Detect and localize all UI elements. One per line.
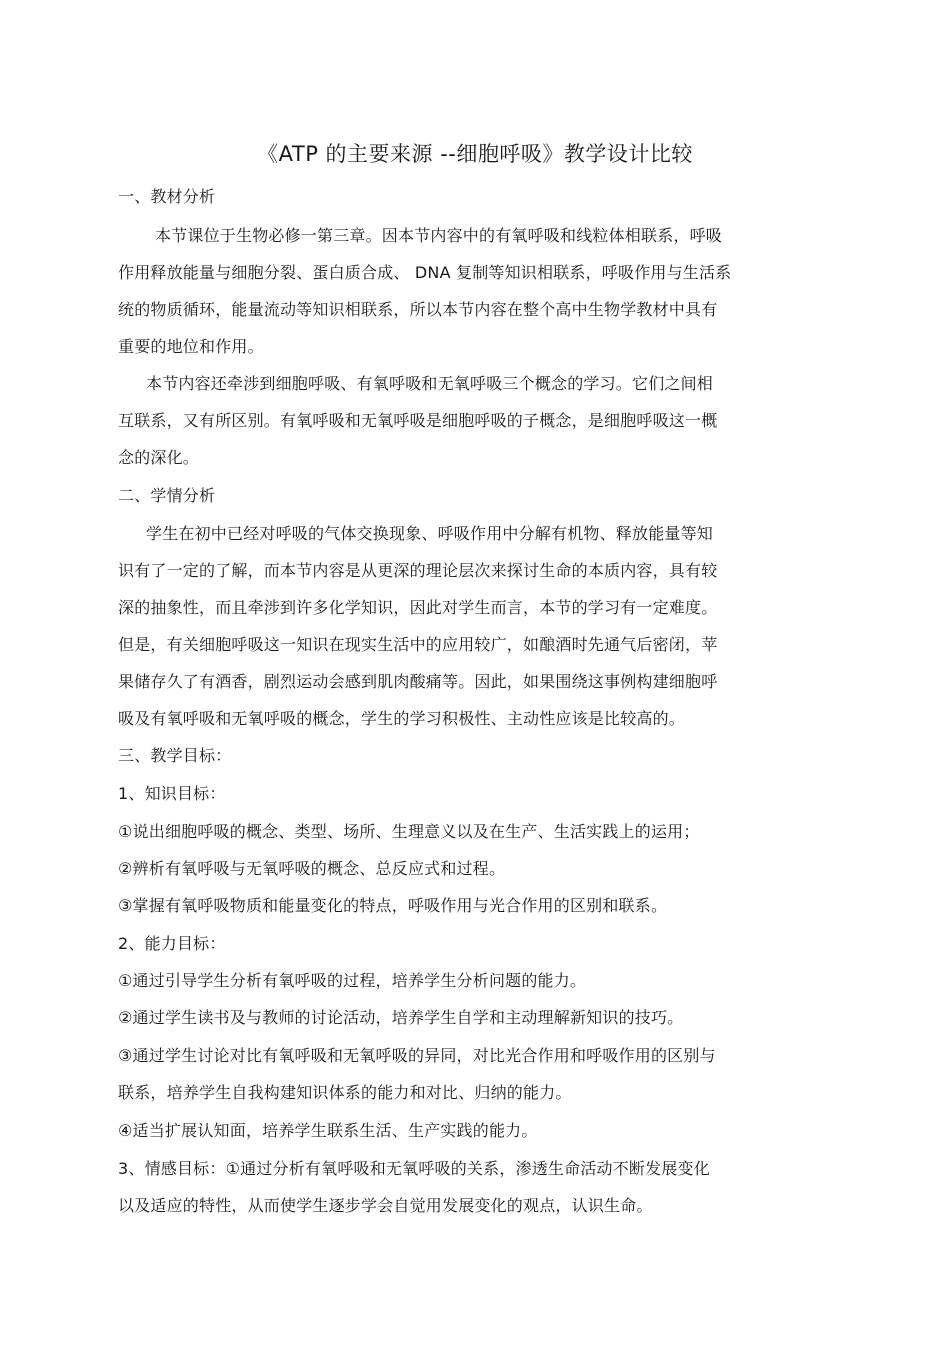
heading-teaching-goals: 三、教学目标： (118, 746, 232, 765)
list-item: ②辨析有氧呼吸与无氧呼吸的概念、总反应式和过程。 (118, 859, 506, 878)
document-title: 《ATP 的主要来源 --细胞呼吸》教学设计比较 (257, 142, 693, 166)
paragraph-line: 学生在初中已经对呼吸的气体交换现象、呼吸作用中分解有机物、释放能量等知 (146, 524, 714, 543)
list-item: ①说出细胞呼吸的概念、类型、场所、生理意义以及在生产、生活实践上的运用； (118, 822, 700, 841)
list-item: 联系，培养学生自我构建知识体系的能力和对比、归纳的能力。 (118, 1083, 572, 1102)
list-item: ②通过学生读书及与教师的讨论活动，培养学生自学和主动理解新知识的技巧。 (118, 1008, 684, 1027)
list-item: ④适当扩展认知面，培养学生联系生活、生产实践的能力。 (118, 1121, 538, 1140)
paragraph-line: 以及适应的特性，从而使学生逐步学会自觉用发展变化的观点，认识生命。 (118, 1196, 653, 1215)
paragraph-line: 深的抽象性，而且牵涉到许多化学知识，因此对学生而言，本节的学习有一定难度。 (118, 598, 718, 617)
paragraph-line: 本节内容还牵涉到细胞呼吸、有氧呼吸和无氧呼吸三个概念的学习。它们之间相 (146, 374, 714, 393)
list-item: ①通过引导学生分析有氧呼吸的过程，培养学生分析问题的能力。 (118, 971, 587, 990)
paragraph-line: 作用释放能量与细胞分裂、蛋白质合成、 DNA 复制等知识相联系，呼吸作用与生活系 (118, 263, 732, 282)
paragraph-line: 本节课位于生物必修一第三章。因本节内容中的有氧呼吸和线粒体相联系，呼吸 (155, 226, 723, 245)
subheading-knowledge-goals: 1、知识目标： (118, 784, 226, 803)
paragraph-line: 重要的地位和作用。 (118, 337, 264, 356)
heading-textbook-analysis: 一、教材分析 (118, 187, 216, 206)
paragraph-line: 吸及有氧呼吸和无氧呼吸的概念，学生的学习积极性、主动性应该是比较高的。 (118, 709, 686, 728)
list-item: ③通过学生讨论对比有氧呼吸和无氧呼吸的异同，对比光合作用和呼吸作用的区别与 (118, 1046, 716, 1065)
paragraph-line: 果储存久了有酒香，剧烈运动会感到肌肉酸痛等。因此，如果围绕这事例构建细胞呼 (118, 672, 718, 691)
subheading-ability-goals: 2、能力目标： (118, 934, 226, 953)
paragraph-line: 念的深化。 (118, 448, 200, 467)
paragraph-line: 互联系，又有所区别。有氧呼吸和无氧呼吸是细胞呼吸的子概念，是细胞呼吸这一概 (118, 411, 718, 430)
heading-student-analysis: 二、学情分析 (118, 486, 216, 505)
paragraph-line: 统的物质循环，能量流动等知识相联系，所以本节内容在整个高中生物学教材中具有 (118, 300, 718, 319)
list-item: ③掌握有氧呼吸物质和能量变化的特点，呼吸作用与光合作用的区别和联系。 (118, 896, 668, 915)
subheading-emotion-goals: 3、情感目标：①通过分析有氧呼吸和无氧呼吸的关系，渗透生命活动不断发展变化 (118, 1159, 710, 1178)
paragraph-line: 但是，有关细胞呼吸这一知识在现实生活中的应用较广，如酿酒时先通气后密闭，苹 (118, 635, 718, 654)
paragraph-line: 识有了一定的了解，而本节内容是从更深的理论层次来探讨生命的本质内容，具有较 (118, 561, 718, 580)
